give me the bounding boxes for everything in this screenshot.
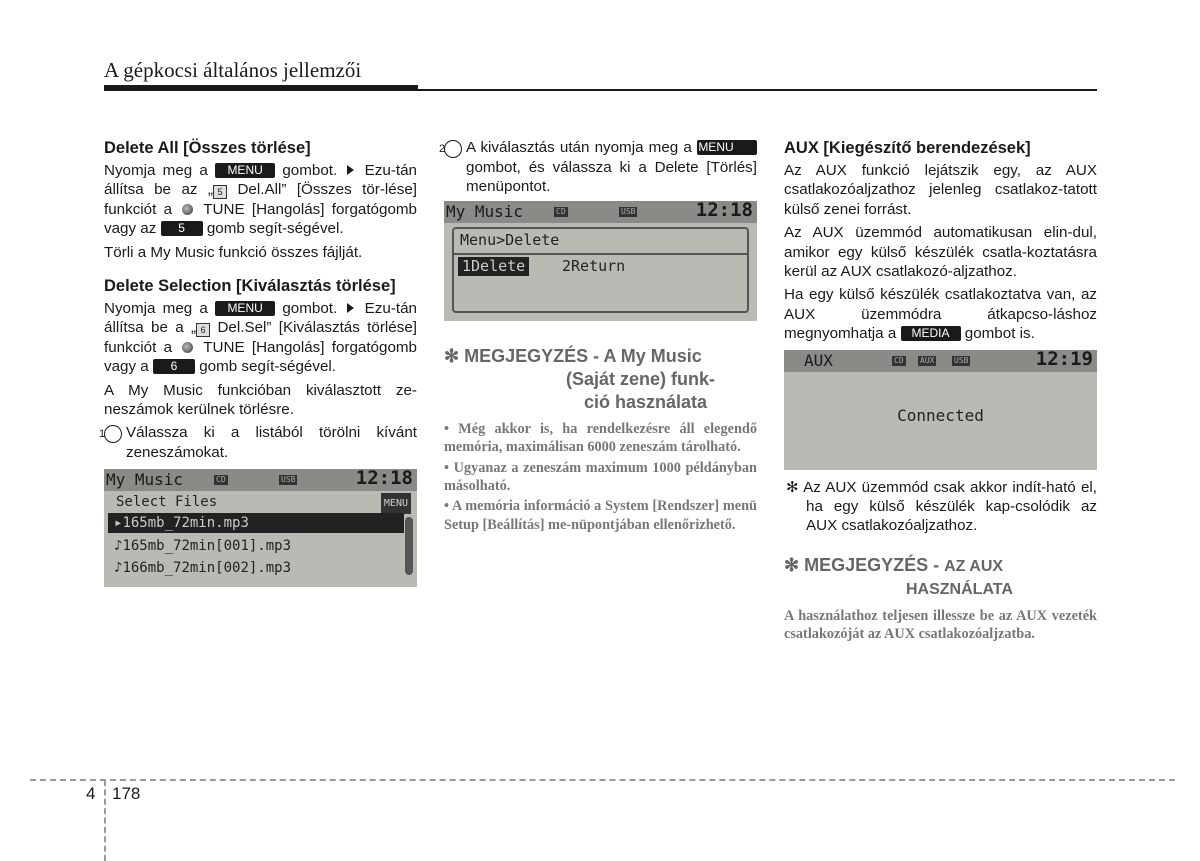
screen-title-bar <box>784 347 1097 372</box>
cd-icon: CD <box>556 206 566 216</box>
screen-scrollbar <box>405 517 413 575</box>
menu-key-chip: MENU <box>697 140 757 155</box>
usb-icon: USB <box>954 355 969 365</box>
note-title-aux: AZ AUX <box>944 557 1004 575</box>
cd-icon: CD <box>894 355 904 365</box>
note-body-aux: A használathoz teljesen illessze be az AUX vezeték csatlakozóját az AUX csatlakozóaljzatba. <box>784 607 1097 643</box>
screen-clock: 12:19 <box>1035 347 1093 370</box>
paragraph-aux-3 <box>784 285 1097 343</box>
screen-clock: 12:18 <box>355 466 413 489</box>
note-title: ✻ MEGJEGYZÉS - A My Music <box>444 345 702 366</box>
arrow-right-icon <box>347 165 354 175</box>
paragraph-aux-2: Az AUX üzemmód automatikusan elin-dul, amikor egy külső készülék csatla-koztatásra kerül az AUX csatlakozó-aljzathoz. <box>784 224 1097 281</box>
menu-key-chip: MENU <box>215 163 275 178</box>
usb-icon: USB <box>621 206 636 216</box>
column-3 <box>784 138 1097 646</box>
text: TUNE [Hangolás] forgatógomb vagy a <box>104 338 417 376</box>
screen-title: AUX <box>804 350 833 370</box>
section-heading-delete-selection: Delete Selection [Kiválasztás törlése] <box>104 277 396 296</box>
text: TUNE [Hangolás] forgatógomb vagy az <box>104 200 417 238</box>
screen-path: Menu>Delete <box>460 230 560 249</box>
key-6-chip: 6 <box>153 359 195 374</box>
note-bullet-3: • A memória információ a System [Rendszer] menü Setup [Beállítás] me-nüpontjában ellenőrizhető. <box>444 498 757 533</box>
column-2 <box>438 138 757 536</box>
paragraph-delete-all <box>104 161 417 239</box>
file-name: 166mb_72min[002].mp3 <box>122 559 292 576</box>
paragraph-delete-all-desc: Törli a My Music funkció összes fájlját. <box>104 243 363 261</box>
screen-divider <box>454 253 747 255</box>
footer-dashed-divider <box>104 780 106 861</box>
cd-icon: CD <box>216 474 226 484</box>
file-name: 165mb_72min.mp3 <box>122 514 249 531</box>
text: gomb segít-ségével. <box>199 358 336 376</box>
screen-menu-label: MENU <box>381 493 411 514</box>
note-title-line2: HASZNÁLATA <box>906 580 1013 598</box>
screen-delete-menu <box>444 198 757 321</box>
section-heading-aux: AUX [Kiegészítő berendezések] <box>784 139 1031 157</box>
text: gombot. <box>282 300 338 318</box>
del-sel-icon: 6 <box>196 323 210 337</box>
del-all-icon: 5 <box>213 185 227 199</box>
text: gombot, és válassza ki a Delete [Törlés] menüpontot. <box>466 159 757 196</box>
text: Ezu-tán állítsa be a „ <box>104 300 417 337</box>
key-5-chip: 5 <box>161 221 203 236</box>
text: Del.Sel” [Kiválasztás törlése] funkciót a <box>104 319 417 356</box>
screen-clock: 12:18 <box>695 198 753 221</box>
step-number-2: 2 <box>444 140 462 158</box>
aux-status: Connected <box>897 405 984 425</box>
text: A kiválasztás után nyomja meg a <box>466 139 692 156</box>
footer-dashed-rule <box>30 779 1175 781</box>
note-title-line3: ció használata <box>584 391 708 412</box>
media-key-chip: MEDIA <box>901 326 961 341</box>
page-number: 178 <box>112 784 141 803</box>
screen-dialog <box>452 227 749 313</box>
screen-title-bar <box>104 466 417 491</box>
arrow-right-icon <box>347 303 354 313</box>
chapter-number: 4 <box>86 784 96 803</box>
header-rule <box>104 89 1097 91</box>
column-1 <box>98 138 417 595</box>
step-2 <box>438 138 757 197</box>
note-bullet-1: • Még akkor is, ha rendelkezésre áll elegendő memória, maximálisan 6000 zeneszám tárolható. <box>444 420 757 456</box>
tune-knob-icon <box>182 342 193 353</box>
menu-key-chip: MENU <box>215 301 275 316</box>
step-number-1: 1 <box>104 425 122 443</box>
note-title-line2: (Saját zene) funk- <box>566 368 716 389</box>
text: Nyomja meg a <box>104 162 208 179</box>
tune-knob-icon <box>182 204 193 215</box>
usb-icon: USB <box>281 474 296 484</box>
text: Del.All” [Összes tör-lése] funkciót a <box>104 181 417 218</box>
file-name: 165mb_72min[001].mp3 <box>122 537 292 554</box>
section-heading-delete-all: Delete All [Összes törlése] <box>104 139 311 157</box>
option-return: 2Return <box>562 256 626 275</box>
text: gombot. <box>282 162 338 179</box>
text: Ezu-tán állítsa be az „ <box>104 162 417 199</box>
page-header-title: A gépkocsi általános jellemzői <box>104 58 362 82</box>
note-bullet-2: • Ugyanaz a zeneszám maximum 1000 példányban másolható. <box>444 459 757 495</box>
text: Ha egy külső készülék csatlakoztatva van, az AUX üzemmódra átkapcso-láshoz megnyomhatja a <box>784 286 1097 343</box>
paragraph-delete-selection <box>104 299 417 377</box>
text: gombot is. <box>964 325 1035 343</box>
text: Nyomja meg a <box>104 300 208 318</box>
step-text: Válassza ki a listából törölni kívánt zeneszámokat. <box>126 424 417 462</box>
file-row-selected: ▸165mb_72min.mp3 <box>108 513 404 533</box>
screen-aux <box>784 347 1097 470</box>
note-heading-my-music <box>444 345 757 414</box>
paragraph-selection-desc: A My Music funkcióban kiválasztott ze-neszámok kerülnek törlésre. <box>104 381 417 419</box>
screen-title: My Music <box>106 469 184 489</box>
option-delete: 1Delete <box>458 257 529 276</box>
file-row: ♪165mb_72min[001].mp3 <box>114 537 292 554</box>
file-row: ♪166mb_72min[002].mp3 <box>114 559 292 576</box>
screen-select-files <box>104 466 417 587</box>
step-1 <box>98 423 417 462</box>
text: gomb segít-ségével. <box>206 220 344 238</box>
paragraph-aux-1: Az AUX funkció lejátszik egy, az AUX csatlakozóaljzathoz jelenleg csatlakoz-tatott külső zenei forrást. <box>784 162 1097 218</box>
aux-star-note: ✻ Az AUX üzemmód csak akkor indít-ható el, ha egy külső készülék kap-csolódik az AUX csatlakozóaljzathoz. <box>786 478 1097 535</box>
note-title: ✻ MEGJEGYZÉS - <box>784 554 940 575</box>
screen-subtitle: Select Files <box>116 493 218 510</box>
screen-title: My Music <box>446 201 524 221</box>
note-heading-aux <box>784 554 1097 601</box>
aux-icon: AUX <box>920 355 935 365</box>
screen-title-bar <box>444 198 757 223</box>
